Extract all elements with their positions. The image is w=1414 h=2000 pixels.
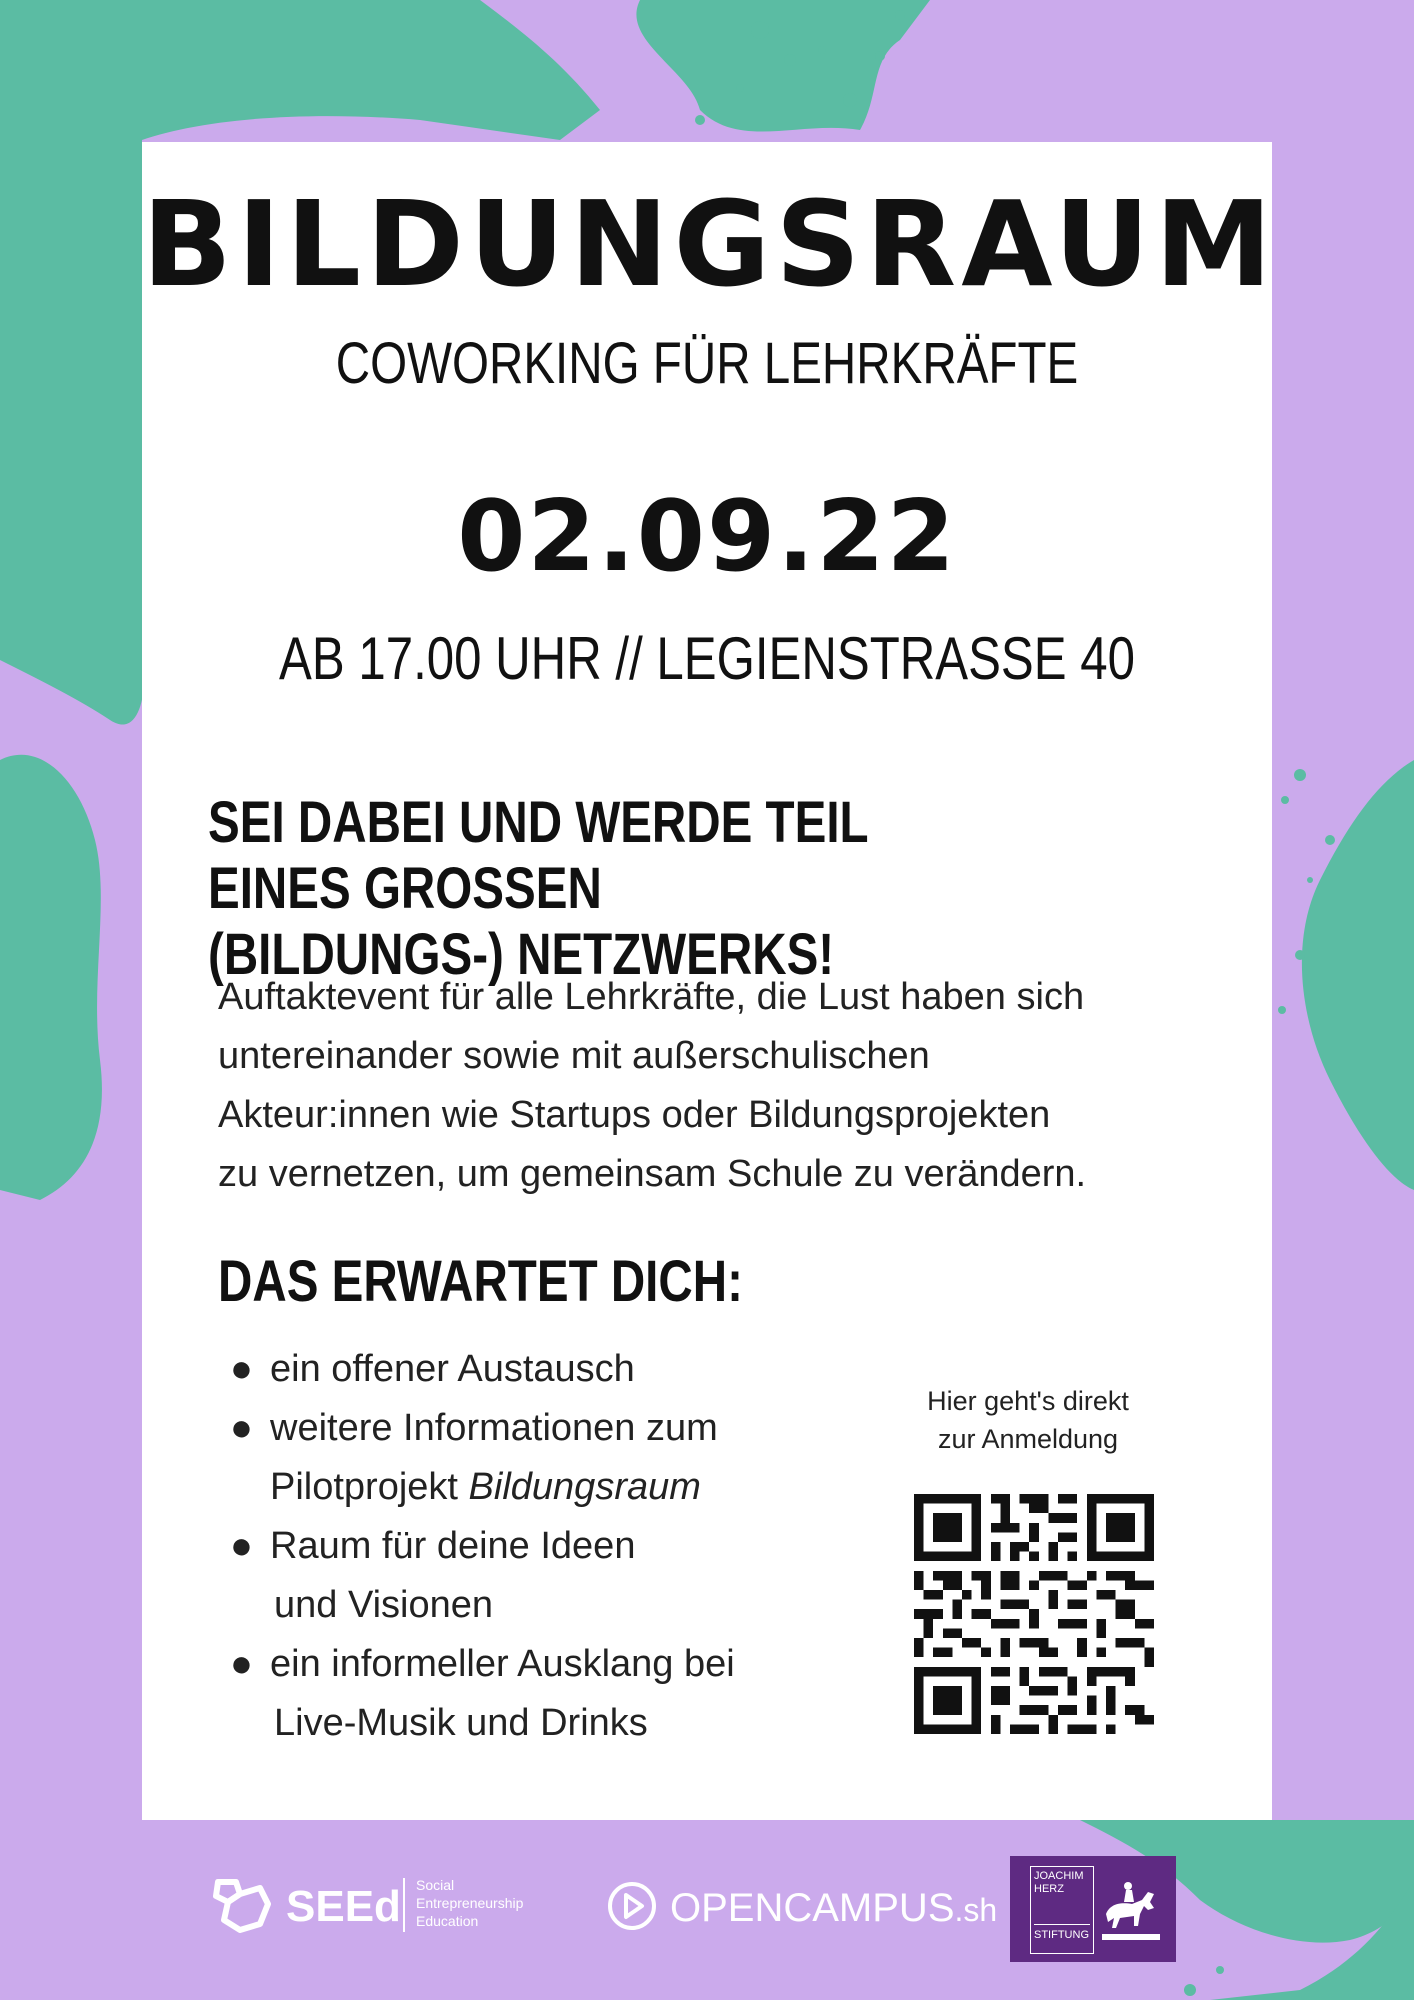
jh-line: HERZ [1034, 1883, 1064, 1895]
jh-line: JOACHIM [1034, 1870, 1084, 1882]
section-title: DAS ERWARTET DICH: [218, 1249, 743, 1314]
list-item [222, 1340, 735, 1399]
qr-caption-line: zur Anmeldung [937, 1424, 1119, 1454]
headline-line: SEI DABEI UND WERDE TEIL EINES GROSSEN [208, 790, 868, 921]
list-item [222, 1517, 735, 1635]
play-circle-icon [606, 1880, 658, 1932]
list-item-text-prefix: Pilotprojekt [270, 1466, 469, 1508]
event-description [218, 968, 1218, 1204]
opencampus-main: OPENCAMPUS [670, 1886, 955, 1930]
description-line: Auftaktevent für alle Lehrkräfte, die Lust haben sich [218, 976, 1085, 1018]
qr-caption [878, 1382, 1178, 1458]
list-item-text: und Visionen [274, 1584, 494, 1626]
opencampus-suffix: .sh [954, 1892, 998, 1928]
joachim-herz-text [1034, 1870, 1090, 1942]
bullet-icon: ● [230, 1407, 253, 1449]
project-name: Bildungsraum [468, 1466, 701, 1508]
qr-code-icon[interactable] [914, 1494, 1154, 1734]
list-item-text: weitere Informationen zum [270, 1407, 718, 1449]
list-item-text: ein informeller Ausklang bei [270, 1643, 735, 1685]
event-headline [208, 790, 1012, 988]
seed-name: SEEd [286, 1882, 401, 1931]
list-item-text: ein offener Austausch [270, 1348, 635, 1390]
seed-tagline [416, 1876, 556, 1930]
list-item-text: Raum für deine Ideen [270, 1525, 636, 1567]
bullet-icon: ● [230, 1643, 253, 1685]
qr-caption-line: Hier geht's direkt [927, 1386, 1129, 1416]
seed-logo[interactable] [210, 1872, 550, 1942]
list-item-text: Live-Musik und Drinks [274, 1702, 648, 1744]
expectation-list [222, 1340, 735, 1753]
opencampus-logo[interactable] [606, 1880, 998, 1940]
bullet-icon: ● [230, 1348, 253, 1390]
jh-line: STIFTUNG [1034, 1924, 1090, 1942]
seed-tag-line: Entrepreneurship [416, 1895, 524, 1911]
horse-rider-icon [1098, 1874, 1164, 1944]
sponsor-footer [0, 1850, 1414, 1960]
event-title: BILDUNGSRAUM [142, 175, 1278, 313]
list-item [222, 1399, 735, 1517]
event-time-place: AB 17.00 UHR // LEGIENSTRASSE 40 [279, 625, 1135, 692]
seed-tag-line: Education [416, 1913, 479, 1929]
description-line: zu vernetzen, um gemeinsam Schule zu verändern. [218, 1153, 1087, 1195]
event-card [142, 142, 1278, 1820]
event-date: 02.09.22 [457, 480, 957, 594]
seed-tag-line: Social [416, 1877, 455, 1893]
headline-line: (BILDUNGS-) NETZWERKS! [208, 922, 835, 987]
list-item [222, 1635, 735, 1753]
divider [403, 1878, 405, 1932]
seed-logo-icon [210, 1872, 274, 1942]
joachim-herz-stiftung-logo[interactable] [1010, 1856, 1176, 1962]
description-line: untereinander sowie mit außerschulischen [218, 1035, 930, 1077]
event-subtitle: COWORKING FÜR LEHRKRÄFTE [335, 331, 1079, 396]
list-item-text [270, 1458, 735, 1517]
opencampus-name [670, 1886, 997, 1931]
bullet-icon: ● [230, 1525, 253, 1567]
description-line: Akteur:innen wie Startups oder Bildungsprojekten [218, 1094, 1051, 1136]
